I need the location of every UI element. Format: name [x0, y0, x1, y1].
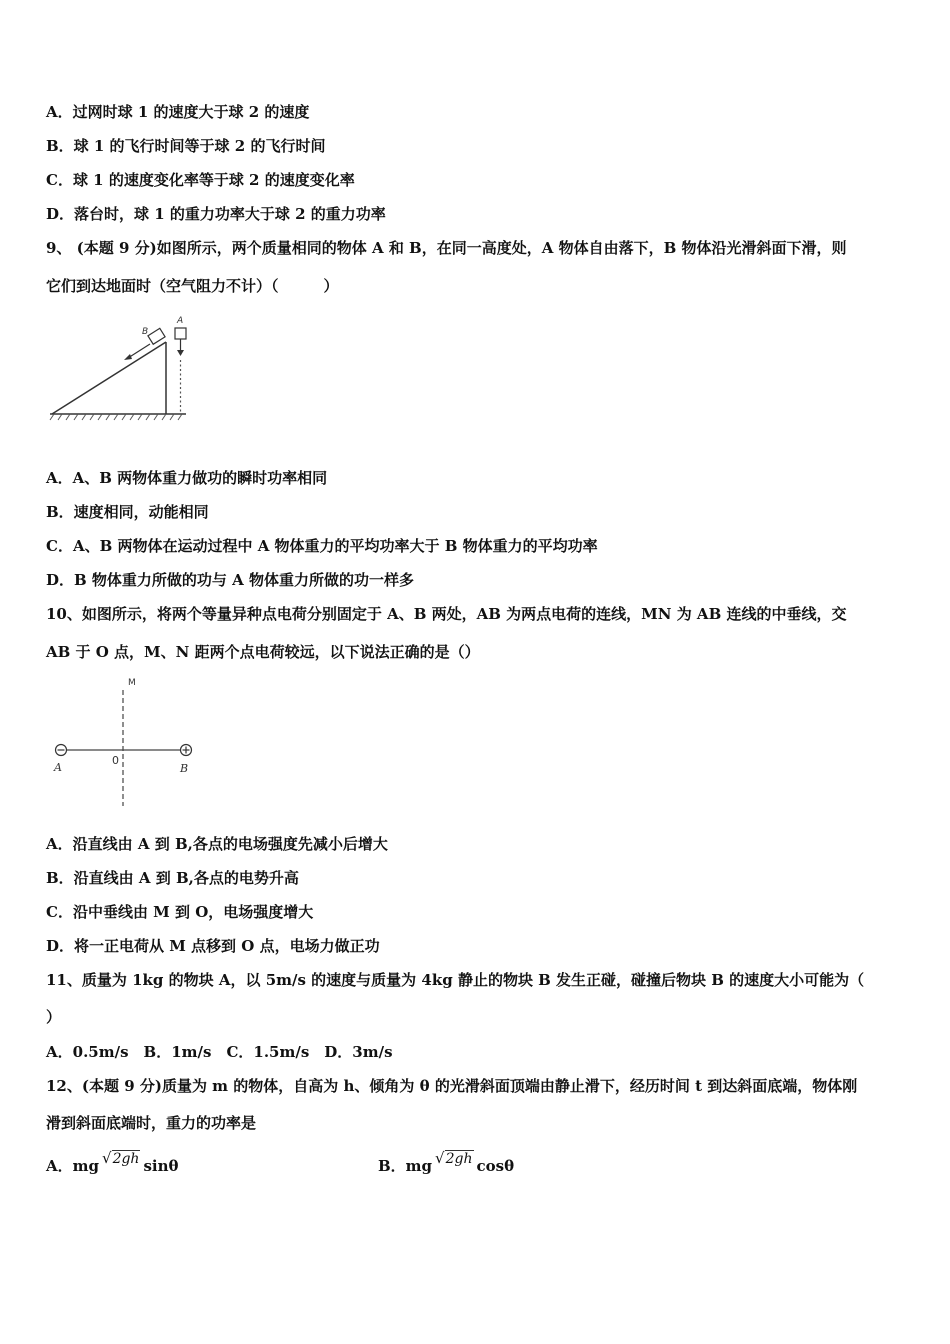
q12-stem-line2: 滑到斜面底端时，重力的功率是	[46, 1114, 257, 1132]
q12-stem-line1: 12、(本题 9 分)质量为 m 的物体，自高为 h、倾角为 θ 的光滑斜面顶端由静止滑下，经历时间 t 到达斜面底端，物体刚	[46, 1077, 858, 1095]
q8-option-b: B．球 1 的飞行时间等于球 2 的飞行时间	[46, 137, 326, 155]
q8-option-c: C．球 1 的速度变化率等于球 2 的速度变化率	[46, 171, 355, 189]
q12-option-b-sqrt: √2gh	[435, 1149, 473, 1167]
q10-option-b: B．沿直线由 A 到 B,各点的电势升高	[46, 869, 299, 887]
q10-label-o: 0	[112, 754, 119, 767]
q10-stem-line2: AB 于 O 点，M、N 距两个点电荷较远，以下说法正确的是（）	[46, 643, 480, 661]
q9-option-c: C．A、B 两物体在运动过程中 A 物体重力的平均功率大于 B 物体重力的平均功率	[46, 537, 598, 555]
q8-option-d: D．落台时，球 1 的重力功率大于球 2 的重力功率	[46, 205, 386, 223]
q12-option-b-prefix: B．mg	[378, 1157, 433, 1175]
q9-stem-line1: 9、 (本题 9 分)如图所示，两个质量相同的物体 A 和 B，在同一高度处，A 物体自由落下，B 物体沿光滑斜面下滑，则	[46, 239, 847, 257]
q10-label-b: B	[180, 762, 189, 775]
q9-option-a: A．A、B 两物体重力做功的瞬时功率相同	[46, 469, 328, 487]
q12-option-b-suffix: cosθ	[476, 1157, 515, 1175]
q10-label-a: A	[54, 761, 62, 774]
q9-label-a: A	[177, 316, 184, 326]
q11-stem-line1: 11、质量为 1kg 的物块 A，以 5m/s 的速度与质量为 4kg 静止的物块 B 发生正碰，碰撞后物块 B 的速度大小可能为（	[46, 971, 865, 989]
q12-option-b	[378, 1149, 515, 1177]
q10-option-d: D．将一正电荷从 M 点移到 O 点，电场力做正功	[46, 937, 380, 955]
q9-stem-line2: 它们到达地面时（空气阻力不计）（ ）	[46, 277, 339, 295]
q12-option-a-suffix: sinθ	[143, 1157, 179, 1175]
q9-option-b: B．速度相同，动能相同	[46, 503, 209, 521]
q9-label-b: B	[142, 327, 149, 337]
q12-option-a-prefix: A．mg	[46, 1157, 99, 1175]
q11-stem-line2: ）	[46, 1008, 62, 1026]
q12-option-a	[46, 1149, 179, 1177]
q10-option-c: C．沿中垂线由 M 到 O，电场强度增大	[46, 903, 314, 921]
q12-option-b-radicand: 2gh	[445, 1151, 473, 1167]
q12-option-a-sqrt: √2gh	[102, 1149, 140, 1167]
q9-incline-figure	[44, 310, 194, 425]
q11-options: A．0.5m/s B．1m/s C．1.5m/s D．3m/s	[46, 1043, 393, 1061]
q10-stem-line1: 10、如图所示，将两个等量异种点电荷分别固定于 A、B 两处，AB 为两点电荷的连线，MN 为 AB 连线的中垂线，交	[46, 605, 847, 623]
q8-option-a: A．过网时球 1 的速度大于球 2 的速度	[46, 103, 310, 121]
q9-option-d: D．B 物体重力所做的功与 A 物体重力所做的功一样多	[46, 571, 414, 589]
q12-option-a-radicand: 2gh	[112, 1151, 140, 1167]
q10-charges-figure	[48, 672, 208, 812]
q10-option-a: A．沿直线由 A 到 B,各点的电场强度先减小后增大	[46, 835, 388, 853]
q10-label-m: M	[128, 678, 136, 688]
